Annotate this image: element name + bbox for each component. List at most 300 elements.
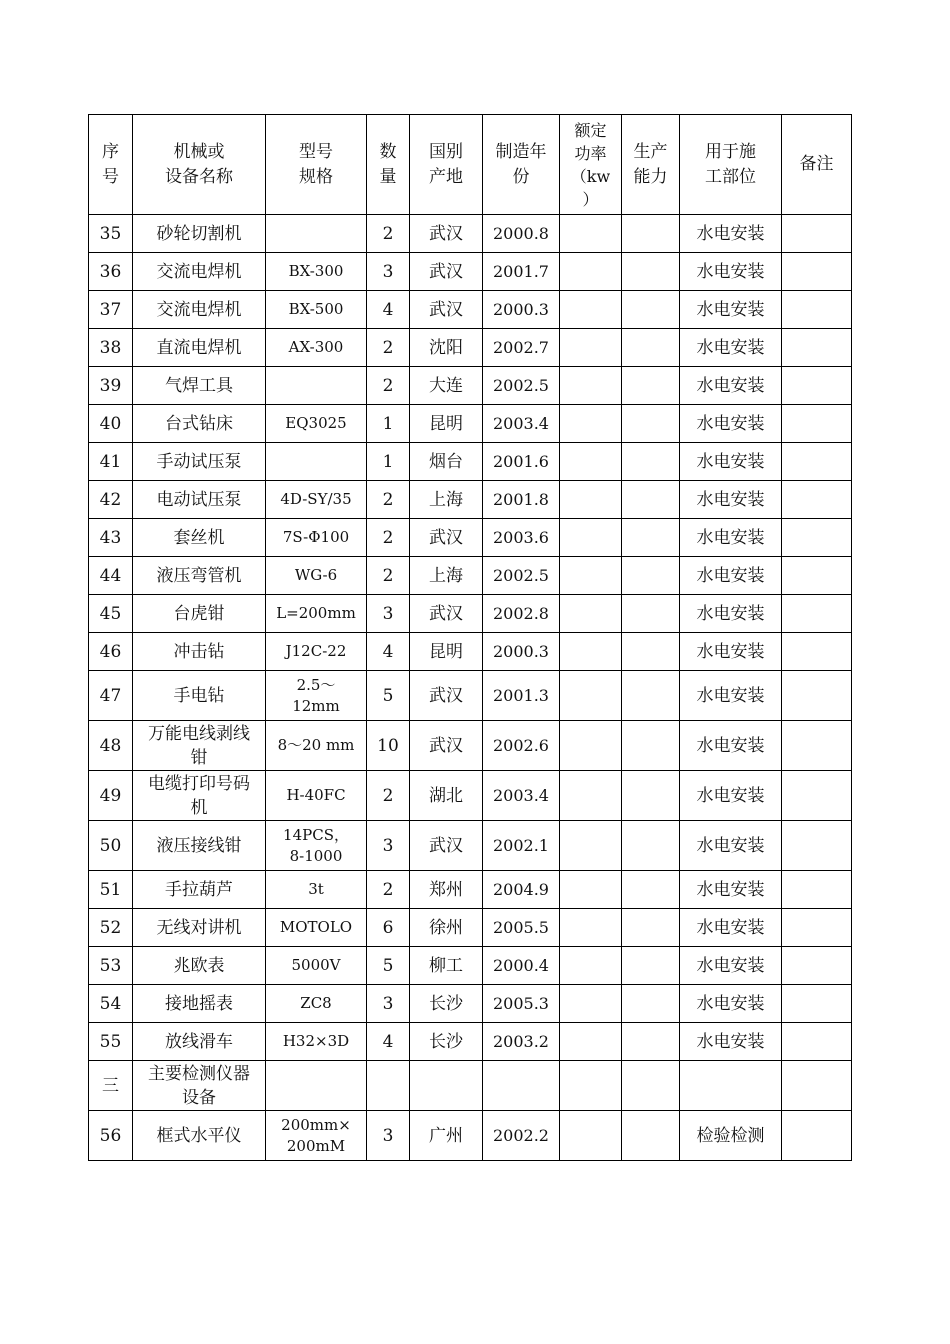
cell-year xyxy=(483,1023,560,1061)
cell-year xyxy=(483,557,560,595)
cell-no-text: 44 xyxy=(99,565,122,586)
cell-model xyxy=(266,329,367,367)
table-row xyxy=(89,557,852,595)
header-cell-no: 序 号 xyxy=(89,115,133,215)
cell-qty xyxy=(367,671,410,721)
cell-origin xyxy=(410,985,483,1023)
cell-usage-text: 水电安装 xyxy=(696,835,765,856)
header-cell-usage: 用于施 工部位 xyxy=(680,115,782,215)
cell-usage-text: 水电安装 xyxy=(696,565,765,586)
cell-power xyxy=(560,721,622,771)
cell-model xyxy=(266,1061,367,1111)
cell-no xyxy=(89,909,133,947)
cell-qty xyxy=(367,405,410,443)
cell-year-text: 2000.3 xyxy=(493,299,549,319)
cell-qty-text: 2 xyxy=(382,879,394,900)
table-row xyxy=(89,405,852,443)
cell-name xyxy=(133,481,266,519)
cell-origin xyxy=(410,721,483,771)
cell-year xyxy=(483,595,560,633)
cell-no-text: 54 xyxy=(99,993,122,1014)
cell-usage-text: 检验检测 xyxy=(696,1125,765,1146)
cell-name-text: 液压接线钳 xyxy=(156,835,242,856)
cell-qty-text: 2 xyxy=(382,337,394,358)
cell-year-text: 2001.6 xyxy=(493,451,549,471)
table-row xyxy=(89,481,852,519)
cell-no xyxy=(89,947,133,985)
cell-qty xyxy=(367,367,410,405)
cell-model xyxy=(266,291,367,329)
cell-model xyxy=(266,1111,367,1161)
cell-no xyxy=(89,633,133,671)
cell-model xyxy=(266,633,367,671)
cell-model xyxy=(266,443,367,481)
cell-usage-text: 水电安装 xyxy=(696,785,765,806)
cell-name-text: 交流电焊机 xyxy=(156,299,242,320)
cell-origin xyxy=(410,291,483,329)
cell-capacity xyxy=(622,947,680,985)
cell-capacity xyxy=(622,405,680,443)
cell-capacity xyxy=(622,253,680,291)
table-row xyxy=(89,1061,852,1111)
cell-model xyxy=(266,1023,367,1061)
cell-no-text: 55 xyxy=(99,1031,122,1052)
cell-qty xyxy=(367,291,410,329)
cell-model-text: AX-300 xyxy=(288,338,344,356)
cell-year-text: 2003.2 xyxy=(493,1031,549,1051)
cell-note xyxy=(782,595,852,633)
cell-year xyxy=(483,443,560,481)
cell-origin xyxy=(410,821,483,871)
cell-usage-text: 水电安装 xyxy=(696,337,765,358)
cell-model-text: WG-6 xyxy=(294,566,338,584)
cell-year-text: 2002.5 xyxy=(493,565,549,585)
cell-name xyxy=(133,291,266,329)
cell-usage xyxy=(680,443,782,481)
cell-origin-text: 武汉 xyxy=(429,223,463,244)
cell-year xyxy=(483,771,560,821)
cell-year xyxy=(483,215,560,253)
cell-qty-text: 2 xyxy=(382,527,394,548)
cell-note xyxy=(782,253,852,291)
cell-model-text: 200mm× 200mM xyxy=(281,1115,351,1155)
cell-name xyxy=(133,909,266,947)
cell-origin xyxy=(410,481,483,519)
cell-name xyxy=(133,595,266,633)
cell-name-text: 冲击钻 xyxy=(173,641,225,662)
cell-qty-text: 4 xyxy=(382,299,394,320)
cell-model xyxy=(266,771,367,821)
cell-qty-text: 4 xyxy=(382,1031,394,1052)
cell-capacity xyxy=(622,771,680,821)
cell-origin xyxy=(410,1061,483,1111)
cell-qty xyxy=(367,721,410,771)
cell-no xyxy=(89,291,133,329)
cell-note xyxy=(782,821,852,871)
table-row xyxy=(89,367,852,405)
cell-power xyxy=(560,367,622,405)
cell-qty xyxy=(367,481,410,519)
cell-no-text: 46 xyxy=(99,641,122,662)
cell-power xyxy=(560,519,622,557)
cell-no-text: 43 xyxy=(99,527,122,548)
cell-qty xyxy=(367,253,410,291)
cell-qty-text: 3 xyxy=(382,261,394,282)
cell-name xyxy=(133,1111,266,1161)
cell-qty-text: 2 xyxy=(382,489,394,510)
cell-note xyxy=(782,519,852,557)
cell-origin-text: 郑州 xyxy=(429,879,463,900)
cell-power xyxy=(560,671,622,721)
cell-name xyxy=(133,557,266,595)
cell-origin-text: 广州 xyxy=(429,1125,463,1146)
cell-power xyxy=(560,215,622,253)
cell-no xyxy=(89,771,133,821)
cell-year-text: 2005.5 xyxy=(493,917,549,937)
cell-usage-text: 水电安装 xyxy=(696,451,765,472)
table-row xyxy=(89,443,852,481)
cell-no xyxy=(89,215,133,253)
cell-qty xyxy=(367,771,410,821)
cell-model xyxy=(266,985,367,1023)
cell-note xyxy=(782,443,852,481)
cell-name xyxy=(133,721,266,771)
cell-qty xyxy=(367,595,410,633)
cell-note xyxy=(782,671,852,721)
cell-no xyxy=(89,329,133,367)
cell-qty xyxy=(367,1061,410,1111)
cell-no-text: 45 xyxy=(99,603,122,624)
cell-qty xyxy=(367,947,410,985)
cell-no-text: 35 xyxy=(99,223,122,244)
cell-model-text: 2.5～ 12mm xyxy=(292,675,340,715)
cell-origin-text: 武汉 xyxy=(429,299,463,320)
cell-year xyxy=(483,633,560,671)
cell-capacity xyxy=(622,671,680,721)
cell-model xyxy=(266,519,367,557)
cell-no xyxy=(89,481,133,519)
cell-year-text: 2005.3 xyxy=(493,993,549,1013)
cell-usage-text: 水电安装 xyxy=(696,917,765,938)
cell-model-text: BX-300 xyxy=(288,262,344,280)
cell-capacity xyxy=(622,721,680,771)
cell-capacity xyxy=(622,633,680,671)
cell-year xyxy=(483,519,560,557)
cell-name xyxy=(133,1023,266,1061)
cell-origin-text: 长沙 xyxy=(429,993,463,1014)
cell-capacity xyxy=(622,329,680,367)
cell-note xyxy=(782,871,852,909)
cell-usage xyxy=(680,481,782,519)
cell-usage xyxy=(680,909,782,947)
cell-qty xyxy=(367,821,410,871)
cell-note xyxy=(782,405,852,443)
cell-usage-text: 水电安装 xyxy=(696,299,765,320)
cell-name-text: 直流电焊机 xyxy=(156,337,242,358)
cell-qty-text: 3 xyxy=(382,1125,394,1146)
cell-name xyxy=(133,405,266,443)
cell-model-text: L=200mm xyxy=(276,604,356,622)
cell-model-text: 14PCS， 8-1000 xyxy=(283,825,349,865)
cell-year xyxy=(483,405,560,443)
cell-name-text: 台虎钳 xyxy=(173,603,225,624)
cell-year-text: 2002.6 xyxy=(493,735,549,755)
cell-name-text: 套丝机 xyxy=(173,527,225,548)
cell-qty xyxy=(367,985,410,1023)
cell-note xyxy=(782,1061,852,1111)
cell-no-text: 56 xyxy=(99,1125,122,1146)
cell-no xyxy=(89,1061,133,1111)
cell-origin-text: 武汉 xyxy=(429,603,463,624)
table-row xyxy=(89,633,852,671)
cell-year xyxy=(483,909,560,947)
cell-capacity xyxy=(622,1111,680,1161)
cell-year-text: 2000.3 xyxy=(493,641,549,661)
cell-model-text: 8～20 mm xyxy=(277,736,355,754)
cell-year-text: 2002.7 xyxy=(493,337,549,357)
cell-usage xyxy=(680,821,782,871)
cell-usage xyxy=(680,329,782,367)
table-row xyxy=(89,871,852,909)
cell-no xyxy=(89,871,133,909)
table-row xyxy=(89,253,852,291)
cell-qty-text: 2 xyxy=(382,565,394,586)
cell-no xyxy=(89,671,133,721)
cell-name-text: 手动试压泵 xyxy=(156,451,242,472)
header-cell-qty: 数 量 xyxy=(367,115,410,215)
cell-note xyxy=(782,291,852,329)
cell-year-text: 2001.8 xyxy=(493,489,549,509)
cell-model xyxy=(266,405,367,443)
table-row xyxy=(89,329,852,367)
cell-origin xyxy=(410,871,483,909)
cell-origin-text: 上海 xyxy=(429,565,463,586)
cell-year xyxy=(483,1111,560,1161)
cell-power xyxy=(560,821,622,871)
cell-qty xyxy=(367,443,410,481)
cell-no xyxy=(89,721,133,771)
cell-no xyxy=(89,1023,133,1061)
cell-model-text: 4D-SY/35 xyxy=(280,490,352,508)
cell-power xyxy=(560,1023,622,1061)
cell-usage-text: 水电安装 xyxy=(696,879,765,900)
cell-capacity xyxy=(622,871,680,909)
cell-qty-text: 2 xyxy=(382,785,394,806)
cell-no xyxy=(89,367,133,405)
cell-origin-text: 柳工 xyxy=(429,955,463,976)
cell-no-text: 53 xyxy=(99,955,122,976)
cell-note xyxy=(782,633,852,671)
cell-name-text: 框式水平仪 xyxy=(156,1125,242,1146)
cell-power xyxy=(560,481,622,519)
cell-no xyxy=(89,985,133,1023)
cell-power xyxy=(560,291,622,329)
cell-model-text: J12C-22 xyxy=(285,642,347,660)
cell-qty xyxy=(367,329,410,367)
cell-power xyxy=(560,557,622,595)
cell-year xyxy=(483,1061,560,1111)
cell-capacity xyxy=(622,1061,680,1111)
table-row xyxy=(89,985,852,1023)
cell-year xyxy=(483,481,560,519)
cell-year-text: 2000.4 xyxy=(493,955,549,975)
cell-no-text: 50 xyxy=(99,835,122,856)
cell-year-text: 2004.9 xyxy=(493,879,549,899)
cell-name-text: 液压弯管机 xyxy=(156,565,242,586)
cell-usage-text: 水电安装 xyxy=(696,641,765,662)
cell-no-text: 42 xyxy=(99,489,122,510)
cell-qty xyxy=(367,557,410,595)
cell-usage xyxy=(680,947,782,985)
cell-qty-text: 10 xyxy=(377,735,399,756)
cell-usage-text: 水电安装 xyxy=(696,413,765,434)
cell-year-text: 2002.8 xyxy=(493,603,549,623)
cell-model xyxy=(266,721,367,771)
cell-no-text: 三 xyxy=(102,1075,119,1096)
table-row xyxy=(89,771,852,821)
header-cell-origin: 国别 产地 xyxy=(410,115,483,215)
cell-power xyxy=(560,253,622,291)
cell-note xyxy=(782,481,852,519)
cell-name-text: 放线滑车 xyxy=(165,1031,233,1052)
cell-usage xyxy=(680,771,782,821)
cell-qty-text: 5 xyxy=(382,955,394,976)
cell-no-text: 41 xyxy=(99,451,122,472)
cell-name-text: 电缆打印号码 机 xyxy=(148,773,250,818)
cell-no-text: 48 xyxy=(99,735,122,756)
cell-year xyxy=(483,671,560,721)
cell-origin xyxy=(410,405,483,443)
cell-no-text: 51 xyxy=(99,879,122,900)
cell-capacity xyxy=(622,291,680,329)
cell-usage-text: 水电安装 xyxy=(696,375,765,396)
cell-year xyxy=(483,291,560,329)
cell-origin-text: 徐州 xyxy=(429,917,463,938)
cell-origin xyxy=(410,671,483,721)
cell-usage xyxy=(680,633,782,671)
cell-year-text: 2002.1 xyxy=(493,835,549,855)
header-cell-capacity: 生产 能力 xyxy=(622,115,680,215)
cell-qty xyxy=(367,1111,410,1161)
cell-year xyxy=(483,985,560,1023)
cell-power xyxy=(560,771,622,821)
cell-name-text: 电动试压泵 xyxy=(156,489,242,510)
cell-qty xyxy=(367,871,410,909)
cell-model xyxy=(266,821,367,871)
cell-origin-text: 昆明 xyxy=(429,641,463,662)
cell-origin xyxy=(410,367,483,405)
cell-name-text: 砂轮切割机 xyxy=(156,223,242,244)
cell-capacity xyxy=(622,519,680,557)
cell-qty-text: 2 xyxy=(382,375,394,396)
cell-no xyxy=(89,557,133,595)
cell-model-text: H32×3D xyxy=(282,1032,350,1050)
table-row xyxy=(89,821,852,871)
cell-origin xyxy=(410,595,483,633)
cell-usage-text: 水电安装 xyxy=(696,685,765,706)
cell-name-text: 接地摇表 xyxy=(165,993,233,1014)
table-row xyxy=(89,721,852,771)
cell-qty-text: 2 xyxy=(382,223,394,244)
cell-note xyxy=(782,557,852,595)
cell-usage xyxy=(680,985,782,1023)
cell-usage-text: 水电安装 xyxy=(696,603,765,624)
cell-capacity xyxy=(622,367,680,405)
cell-origin-text: 武汉 xyxy=(429,261,463,282)
cell-usage-text: 水电安装 xyxy=(696,993,765,1014)
cell-name-text: 交流电焊机 xyxy=(156,261,242,282)
cell-no-text: 38 xyxy=(99,337,122,358)
cell-year-text: 2001.3 xyxy=(493,685,549,705)
cell-origin xyxy=(410,633,483,671)
cell-name xyxy=(133,871,266,909)
cell-name-text: 手电钻 xyxy=(173,685,225,706)
cell-capacity xyxy=(622,595,680,633)
table-row xyxy=(89,1111,852,1161)
cell-origin-text: 湖北 xyxy=(429,785,463,806)
cell-no xyxy=(89,595,133,633)
cell-name-text: 无线对讲机 xyxy=(156,917,242,938)
cell-power xyxy=(560,443,622,481)
cell-name xyxy=(133,947,266,985)
cell-year xyxy=(483,329,560,367)
cell-origin-text: 长沙 xyxy=(429,1031,463,1052)
cell-model xyxy=(266,671,367,721)
cell-origin xyxy=(410,443,483,481)
cell-note xyxy=(782,329,852,367)
cell-year-text: 2002.5 xyxy=(493,375,549,395)
cell-power xyxy=(560,1061,622,1111)
cell-name xyxy=(133,771,266,821)
cell-qty-text: 3 xyxy=(382,993,394,1014)
cell-note xyxy=(782,1111,852,1161)
cell-capacity xyxy=(622,557,680,595)
cell-year-text: 2001.7 xyxy=(493,261,549,281)
cell-name xyxy=(133,633,266,671)
cell-qty xyxy=(367,1023,410,1061)
cell-origin-text: 武汉 xyxy=(429,735,463,756)
cell-year xyxy=(483,821,560,871)
cell-note xyxy=(782,985,852,1023)
cell-origin-text: 昆明 xyxy=(429,413,463,434)
cell-model xyxy=(266,215,367,253)
cell-no-text: 40 xyxy=(99,413,122,434)
cell-name xyxy=(133,443,266,481)
cell-name-text: 主要检测仪器 设备 xyxy=(148,1063,250,1108)
cell-power xyxy=(560,633,622,671)
cell-name xyxy=(133,329,266,367)
cell-usage xyxy=(680,1061,782,1111)
cell-usage-text: 水电安装 xyxy=(696,223,765,244)
cell-origin-text: 武汉 xyxy=(429,685,463,706)
cell-name-text: 万能电线剥线 钳 xyxy=(148,723,250,768)
cell-power xyxy=(560,405,622,443)
cell-year-text: 2003.4 xyxy=(493,413,549,433)
cell-origin xyxy=(410,1111,483,1161)
cell-note xyxy=(782,947,852,985)
equipment-table xyxy=(88,114,852,1161)
cell-note xyxy=(782,367,852,405)
cell-origin-text: 上海 xyxy=(429,489,463,510)
cell-name-text: 兆欧表 xyxy=(173,955,225,976)
cell-model-text: H-40FC xyxy=(286,786,346,804)
cell-usage-text: 水电安装 xyxy=(696,527,765,548)
cell-qty-text: 3 xyxy=(382,835,394,856)
cell-usage xyxy=(680,871,782,909)
cell-capacity xyxy=(622,215,680,253)
cell-usage xyxy=(680,595,782,633)
cell-origin-text: 沈阳 xyxy=(429,337,463,358)
